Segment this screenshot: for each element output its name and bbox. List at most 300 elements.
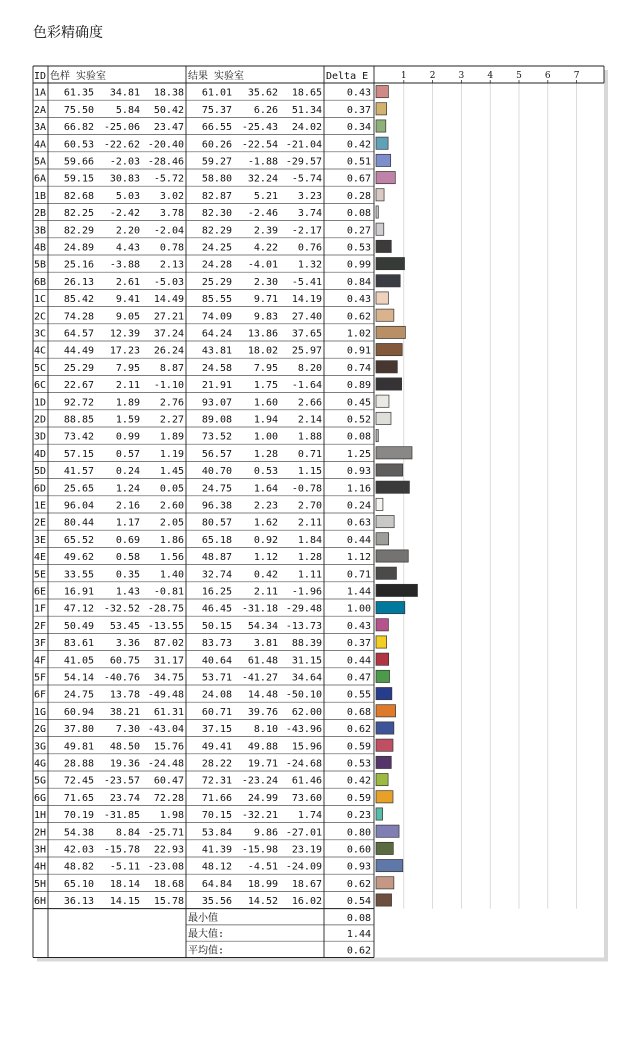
delta-e-value: 0.93	[346, 861, 371, 873]
row-id: 6B	[34, 276, 47, 288]
delta-e-bar	[376, 670, 390, 682]
sample-lab-value: 24.75	[63, 689, 94, 701]
sample-lab-value: 5.84	[115, 104, 140, 116]
sample-lab-value: 87.02	[153, 638, 184, 650]
sample-lab-value: 14.15	[109, 896, 140, 908]
row-id: 2F	[34, 620, 47, 632]
sample-lab-value: 1.17	[115, 517, 140, 529]
result-lab-value: 49.88	[247, 741, 278, 753]
result-lab-value: 37.15	[201, 724, 232, 736]
delta-e-value: 0.53	[346, 758, 371, 770]
sample-lab-value: 27.21	[153, 311, 184, 323]
delta-e-bar	[376, 189, 384, 201]
result-lab-value: 2.70	[297, 500, 322, 512]
result-lab-value: 2.14	[297, 414, 322, 426]
delta-e-value: 0.44	[346, 655, 371, 667]
summary-label: 最小值	[188, 912, 218, 924]
sample-lab-value: 48.50	[109, 741, 140, 753]
result-lab-value: 35.62	[247, 87, 278, 99]
result-lab-value: 37.65	[291, 328, 322, 340]
result-lab-value: 66.55	[201, 122, 232, 134]
result-lab-value: -1.64	[291, 380, 322, 392]
result-lab-value: 46.45	[201, 603, 232, 615]
result-lab-value: 25.29	[201, 276, 232, 288]
delta-e-bar	[376, 877, 394, 889]
delta-e-bar	[376, 774, 388, 786]
result-lab-value: 23.19	[291, 844, 322, 856]
sample-lab-value: 48.82	[63, 861, 94, 873]
result-lab-value: 21.91	[201, 380, 232, 392]
sample-lab-value: 72.28	[153, 792, 184, 804]
result-lab-value: -31.18	[241, 603, 278, 615]
row-id: 1C	[34, 294, 47, 306]
row-id: 6D	[34, 483, 47, 495]
sample-lab-value: 0.69	[115, 534, 140, 546]
sample-lab-value: 23.74	[109, 792, 140, 804]
row-id: 3B	[34, 225, 47, 237]
result-lab-value: 60.26	[201, 139, 232, 151]
delta-e-bar	[376, 842, 393, 854]
delta-e-bar	[376, 860, 403, 872]
row-id: 6G	[34, 792, 47, 804]
result-lab-value: 35.56	[201, 896, 232, 908]
result-lab-value: 24.08	[201, 689, 232, 701]
result-lab-value: 96.38	[201, 500, 232, 512]
sample-lab-value: -20.40	[147, 139, 184, 151]
delta-e-bar	[376, 481, 409, 493]
sample-lab-value: 7.95	[115, 362, 140, 374]
delta-e-bar	[376, 464, 403, 476]
result-lab-value: 56.57	[201, 448, 232, 460]
result-lab-value: 53.84	[201, 827, 232, 839]
delta-e-bar	[376, 309, 394, 321]
result-lab-value: 3.81	[253, 638, 278, 650]
sample-lab-value: 60.75	[109, 655, 140, 667]
delta-e-bar	[376, 705, 396, 717]
sample-lab-value: 19.36	[109, 758, 140, 770]
result-lab-value: 28.22	[201, 758, 232, 770]
sample-lab-value: 50.49	[63, 620, 94, 632]
delta-e-value: 0.43	[346, 87, 371, 99]
delta-e-bar	[376, 223, 384, 235]
delta-e-value: 0.24	[346, 500, 371, 512]
sample-lab-value: -2.04	[153, 225, 184, 237]
sample-lab-value: 26.13	[63, 276, 94, 288]
result-lab-value: 1.88	[297, 431, 322, 443]
row-id: 4G	[34, 758, 47, 770]
result-lab-value: 82.29	[201, 225, 232, 237]
sample-lab-value: 3.36	[115, 638, 140, 650]
delta-e-value: 0.42	[346, 775, 371, 787]
delta-e-value: 1.16	[346, 483, 371, 495]
result-lab-value: 71.66	[201, 792, 232, 804]
sample-lab-value: 2.27	[159, 414, 184, 426]
sample-lab-value: 75.50	[63, 104, 94, 116]
sample-lab-value: -25.71	[147, 827, 184, 839]
row-id: 4C	[34, 345, 47, 357]
result-lab-value: 31.15	[291, 655, 322, 667]
result-lab-value: 2.66	[297, 397, 322, 409]
result-lab-value: 16.02	[291, 896, 322, 908]
row-id: 2D	[34, 414, 47, 426]
sample-lab-value: 8.84	[115, 827, 140, 839]
header-result-lab: 结果 实验室	[188, 71, 245, 82]
sample-lab-value: -5.72	[153, 173, 184, 185]
result-lab-value: 48.87	[201, 552, 232, 564]
axis-tick-label: 1	[400, 71, 407, 81]
sample-lab-value: 9.41	[115, 294, 140, 306]
result-lab-value: 40.70	[201, 466, 232, 478]
delta-e-value: 0.08	[346, 208, 371, 220]
row-id: 5H	[34, 878, 47, 890]
sample-lab-value: 2.60	[159, 500, 184, 512]
sample-lab-value: 28.88	[63, 758, 94, 770]
sample-lab-value: 82.29	[63, 225, 94, 237]
row-id: 6F	[34, 689, 47, 701]
delta-e-bar	[376, 172, 395, 184]
delta-e-bar	[376, 584, 417, 596]
row-id: 6A	[34, 173, 47, 185]
sample-lab-value: 66.82	[63, 122, 94, 134]
result-lab-value: 0.71	[297, 448, 322, 460]
row-id: 3E	[34, 534, 47, 546]
result-lab-value: -29.48	[285, 603, 322, 615]
row-id: 5C	[34, 362, 47, 374]
delta-e-bar	[376, 602, 405, 614]
result-lab-value: 3.74	[297, 208, 322, 220]
sample-lab-value: 22.67	[63, 380, 94, 392]
result-lab-value: 13.86	[247, 328, 278, 340]
sample-lab-value: 41.05	[63, 655, 94, 667]
sample-lab-value: 15.76	[153, 741, 184, 753]
row-id: 2B	[34, 208, 47, 220]
result-lab-value: -15.98	[241, 844, 278, 856]
sample-lab-value: 1.86	[159, 534, 184, 546]
delta-e-bar	[376, 361, 397, 373]
result-lab-value: 14.19	[291, 294, 322, 306]
result-lab-value: -41.27	[241, 672, 278, 684]
result-lab-value: 73.52	[201, 431, 232, 443]
result-lab-value: 1.84	[297, 534, 322, 546]
sample-lab-value: 73.42	[63, 431, 94, 443]
row-id: 3D	[34, 431, 47, 443]
result-lab-value: 1.75	[253, 380, 278, 392]
sample-lab-value: 9.05	[115, 311, 140, 323]
sample-lab-value: -1.10	[153, 380, 184, 392]
sample-lab-value: 1.89	[115, 397, 140, 409]
sample-lab-value: 15.78	[153, 896, 184, 908]
sample-lab-value: 8.87	[159, 362, 184, 374]
sample-lab-value: -5.03	[153, 276, 184, 288]
header-delta-e: Delta E	[326, 71, 369, 82]
sample-lab-value: 1.56	[159, 552, 184, 564]
delta-e-bar	[376, 292, 388, 304]
sample-lab-value: 1.45	[159, 466, 184, 478]
delta-e-value: 0.51	[346, 156, 371, 168]
result-lab-value: 18.99	[247, 878, 278, 890]
result-lab-value: 61.01	[201, 87, 232, 99]
result-lab-value: 2.11	[253, 586, 278, 598]
result-lab-value: 61.48	[247, 655, 278, 667]
axis-tick-label: 5	[516, 71, 522, 81]
row-id: 2A	[34, 104, 47, 116]
sample-lab-value: 0.58	[115, 552, 140, 564]
row-id: 3F	[34, 638, 47, 650]
result-lab-value: -23.24	[241, 775, 278, 787]
sample-lab-value: 41.57	[63, 466, 94, 478]
summary-value: 0.62	[346, 945, 371, 957]
delta-e-value: 0.60	[346, 844, 371, 856]
sample-lab-value: 25.16	[63, 259, 94, 271]
sample-lab-value: 60.47	[153, 775, 184, 787]
result-lab-value: 62.00	[291, 706, 322, 718]
sample-lab-value: 59.66	[63, 156, 94, 168]
sample-lab-value: 38.21	[109, 706, 140, 718]
result-lab-value: 24.99	[247, 792, 278, 804]
delta-e-bar	[376, 154, 391, 166]
result-lab-value: 9.86	[253, 827, 278, 839]
sample-lab-value: -2.42	[109, 208, 140, 220]
row-id: 1B	[34, 190, 47, 202]
result-lab-value: 61.46	[291, 775, 322, 787]
result-lab-value: 0.76	[297, 242, 322, 254]
sample-lab-value: 44.49	[63, 345, 94, 357]
header-sample-lab: 色样 实验室	[50, 71, 107, 82]
result-lab-value: -0.78	[291, 483, 322, 495]
sample-lab-value: -32.52	[103, 603, 140, 615]
row-id: 1A	[34, 87, 47, 99]
delta-e-value: 0.62	[346, 724, 371, 736]
result-lab-value: 40.64	[201, 655, 232, 667]
result-lab-value: 64.24	[201, 328, 232, 340]
sample-lab-value: 17.23	[109, 345, 140, 357]
result-lab-value: 1.94	[253, 414, 278, 426]
result-lab-value: 93.07	[201, 397, 232, 409]
result-lab-value: -27.01	[285, 827, 322, 839]
sample-lab-value: -3.88	[109, 259, 140, 271]
result-lab-value: -4.51	[247, 861, 278, 873]
delta-e-value: 1.12	[346, 552, 371, 564]
sample-lab-value: 2.11	[115, 380, 140, 392]
result-lab-value: 14.48	[247, 689, 278, 701]
result-lab-value: 1.12	[253, 552, 278, 564]
delta-e-value: 0.52	[346, 414, 371, 426]
sample-lab-value: 57.15	[63, 448, 94, 460]
sample-lab-value: 71.65	[63, 792, 94, 804]
sample-lab-value: 33.55	[63, 569, 94, 581]
row-id: 4D	[34, 448, 47, 460]
delta-e-bar	[376, 206, 378, 218]
result-lab-value: 2.39	[253, 225, 278, 237]
row-id: 3G	[34, 741, 47, 753]
sample-lab-value: 25.65	[63, 483, 94, 495]
sample-lab-value: 92.72	[63, 397, 94, 409]
delta-e-value: 1.25	[346, 448, 371, 460]
sample-lab-value: 18.38	[153, 87, 184, 99]
sample-lab-value: 14.49	[153, 294, 184, 306]
result-lab-value: -2.46	[247, 208, 278, 220]
result-lab-value: 24.75	[201, 483, 232, 495]
sample-lab-value: 37.24	[153, 328, 184, 340]
delta-e-value: 0.23	[346, 810, 371, 822]
result-lab-value: 4.22	[253, 242, 278, 254]
result-lab-value: 27.40	[291, 311, 322, 323]
sample-lab-value: 2.05	[159, 517, 184, 529]
row-id: 5F	[34, 672, 47, 684]
sample-lab-value: 30.83	[109, 173, 140, 185]
result-lab-value: -1.96	[291, 586, 322, 598]
sample-lab-value: 42.03	[63, 844, 94, 856]
delta-e-value: 0.74	[346, 362, 371, 374]
sample-lab-value: 5.03	[115, 190, 140, 202]
result-lab-value: 48.12	[201, 861, 232, 873]
result-lab-value: 53.71	[201, 672, 232, 684]
delta-e-bar	[376, 825, 399, 837]
delta-e-bar	[376, 791, 393, 803]
sample-lab-value: -2.03	[109, 156, 140, 168]
result-lab-value: -50.10	[285, 689, 322, 701]
result-lab-value: 34.64	[291, 672, 322, 684]
delta-e-bar	[376, 447, 412, 459]
result-lab-value: 75.37	[201, 104, 232, 116]
delta-e-value: 0.63	[346, 517, 371, 529]
delta-e-value: 0.34	[346, 122, 371, 134]
result-lab-value: 9.71	[253, 294, 278, 306]
delta-e-bar	[376, 137, 388, 149]
result-lab-value: 15.96	[291, 741, 322, 753]
sample-lab-value: 1.40	[159, 569, 184, 581]
delta-e-value: 0.68	[346, 706, 371, 718]
delta-e-bar	[376, 103, 387, 115]
result-lab-value: 51.34	[291, 104, 322, 116]
row-id: 1G	[34, 706, 47, 718]
result-lab-value: 1.15	[297, 466, 322, 478]
result-lab-value: 1.64	[253, 483, 278, 495]
row-id: 1H	[34, 810, 47, 822]
result-lab-value: -5.41	[291, 276, 322, 288]
sample-lab-value: 31.17	[153, 655, 184, 667]
result-lab-value: 18.65	[291, 87, 322, 99]
axis-tick-label: 2	[429, 71, 436, 81]
delta-e-value: 0.99	[346, 259, 371, 271]
delta-e-value: 0.62	[346, 878, 371, 890]
result-lab-value: 0.92	[253, 534, 278, 546]
sample-lab-value: 82.68	[63, 190, 94, 202]
result-lab-value: -29.57	[285, 156, 322, 168]
sample-lab-value: 1.43	[115, 586, 140, 598]
sample-lab-value: 54.14	[63, 672, 94, 684]
result-lab-value: 82.30	[201, 208, 232, 220]
delta-e-bar	[376, 258, 405, 270]
delta-e-value: 0.43	[346, 294, 371, 306]
delta-e-bar	[376, 275, 400, 287]
delta-e-value: 0.71	[346, 569, 371, 581]
sample-lab-value: 65.52	[63, 534, 94, 546]
delta-e-bar	[376, 86, 388, 98]
result-lab-value: 88.39	[291, 638, 322, 650]
row-id: 4E	[34, 552, 47, 564]
sample-lab-value: 37.80	[63, 724, 94, 736]
sample-lab-value: -15.78	[103, 844, 140, 856]
delta-e-bar	[376, 240, 391, 252]
delta-e-value: 0.42	[346, 139, 371, 151]
delta-e-value: 0.67	[346, 173, 371, 185]
result-lab-value: -2.17	[291, 225, 322, 237]
delta-e-bar	[376, 808, 383, 820]
result-lab-value: 8.10	[253, 724, 278, 736]
summary-label: 平均值:	[188, 945, 225, 957]
sample-lab-value: -28.46	[147, 156, 184, 168]
sample-lab-value: 23.47	[153, 122, 184, 134]
axis-tick-label: 7	[573, 71, 580, 81]
result-lab-value: 80.57	[201, 517, 232, 529]
result-lab-value: 1.28	[253, 448, 278, 460]
result-lab-value: -43.96	[285, 724, 322, 736]
sample-lab-value: -31.85	[103, 810, 140, 822]
result-lab-value: 25.97	[291, 345, 322, 357]
delta-e-bar	[376, 430, 378, 442]
summary-value: 0.08	[346, 912, 371, 924]
delta-e-value: 0.37	[346, 104, 371, 116]
delta-e-value: 0.28	[346, 190, 371, 202]
sample-lab-value: -25.06	[103, 122, 140, 134]
result-lab-value: 2.11	[297, 517, 322, 529]
sample-lab-value: 26.24	[153, 345, 184, 357]
result-lab-value: 14.52	[247, 896, 278, 908]
sample-lab-value: -0.81	[153, 586, 184, 598]
result-lab-value: -21.04	[285, 139, 322, 151]
delta-e-bar	[376, 533, 389, 545]
result-lab-value: 64.84	[201, 878, 232, 890]
delta-e-bar	[376, 619, 388, 631]
result-lab-value: 85.55	[201, 294, 232, 306]
sample-lab-value: 12.39	[109, 328, 140, 340]
summary-label: 最大值:	[188, 929, 225, 941]
axis-tick-label: 4	[487, 71, 494, 81]
sample-lab-value: 1.89	[159, 431, 184, 443]
result-lab-value: -22.54	[241, 139, 278, 151]
result-lab-value: 2.30	[253, 276, 278, 288]
row-id: 1D	[34, 397, 47, 409]
row-id: 2G	[34, 724, 47, 736]
row-id: 5A	[34, 156, 47, 168]
delta-e-value: 0.44	[346, 534, 371, 546]
delta-e-value: 0.27	[346, 225, 371, 237]
sample-lab-value: -13.55	[147, 620, 184, 632]
row-id: 4B	[34, 242, 47, 254]
result-lab-value: 54.34	[247, 620, 278, 632]
result-lab-value: 39.76	[247, 706, 278, 718]
sample-lab-value: -23.08	[147, 861, 184, 873]
sample-lab-value: 2.61	[115, 276, 140, 288]
row-id: 5G	[34, 775, 47, 787]
summary-value: 1.44	[346, 929, 371, 941]
sample-lab-value: -5.11	[109, 861, 140, 873]
sample-lab-value: -22.62	[103, 139, 140, 151]
result-lab-value: 2.23	[253, 500, 278, 512]
row-id: 6E	[34, 586, 47, 598]
result-lab-value: 3.23	[297, 190, 322, 202]
result-lab-value: 0.42	[253, 569, 278, 581]
sample-lab-value: 85.42	[63, 294, 94, 306]
row-id: 4A	[34, 139, 47, 151]
delta-e-bar	[376, 722, 394, 734]
delta-e-bar	[376, 653, 389, 665]
page-title: 色彩精确度	[33, 25, 103, 41]
sample-lab-value: 1.24	[115, 483, 140, 495]
delta-e-bar	[376, 498, 383, 510]
result-lab-value: 8.20	[297, 362, 322, 374]
